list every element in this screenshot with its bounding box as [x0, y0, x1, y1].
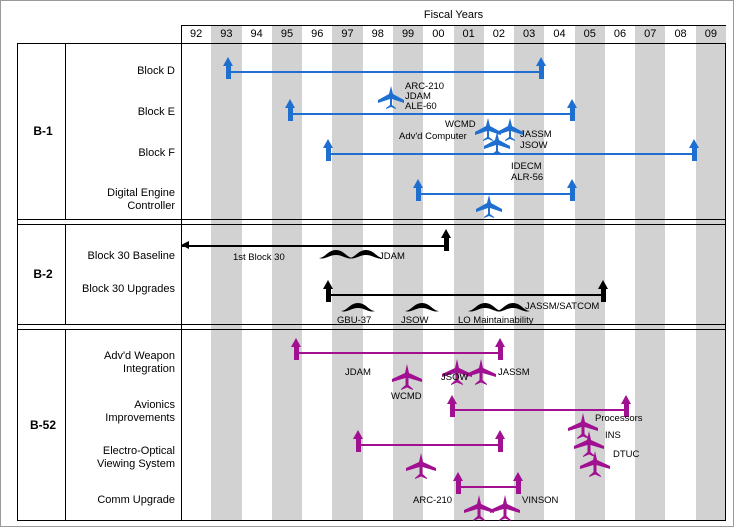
arrow-block-e-end [567, 99, 578, 121]
row-label-eo-2: Viewing System [96, 458, 175, 470]
row-label-avi-2: Improvements [105, 412, 175, 424]
divider-b1-b2 [17, 219, 726, 220]
year-label-08: 08 [674, 28, 687, 40]
aircraft-icon-eo-viewing [405, 453, 437, 479]
year-label-07: 07 [644, 28, 657, 40]
aircraft-icon-jassm-b52 [465, 359, 497, 385]
year-axis [181, 25, 726, 43]
bar-comm-upgrade [459, 486, 519, 488]
bar-advd-weapon-integration [297, 352, 501, 354]
row-label-b30-upgrades: Block 30 Upgrades [82, 283, 175, 295]
annotation-lo-maintainability: LO Maintainability [458, 315, 534, 326]
year-label-93: 93 [220, 28, 233, 40]
annotation-advd-computer: Adv'd Computer [399, 131, 467, 142]
arrow-block-e-start [285, 99, 296, 121]
year-label-98: 98 [371, 28, 384, 40]
year-label-03: 03 [523, 28, 536, 40]
row-label-b30-baseline: Block 30 Baseline [87, 250, 175, 262]
group-label-b1: B-1 [33, 124, 53, 138]
arrow-block-30-baseline-left [181, 241, 193, 250]
gridline [211, 25, 212, 520]
row-label-awi-1: Adv'd Weapon [103, 350, 175, 362]
annotation-ins: INS [605, 430, 621, 441]
year-band [514, 25, 544, 520]
divider-b2-b52-2 [17, 329, 726, 330]
annotation-jdam-b52: JDAM [345, 367, 371, 378]
gridline [302, 25, 303, 520]
arrow-block-d-end [536, 57, 547, 79]
aircraft-icon-dec [475, 194, 503, 218]
group-sep-b2 [65, 224, 66, 324]
row-label-eo-1: Electro-Optical [102, 445, 175, 457]
arrow-comm-start [453, 472, 464, 494]
row-label-dec-1: Digital Engine [107, 187, 175, 199]
bar-block-d [229, 71, 542, 73]
annotation-vinson: VINSON [522, 495, 559, 506]
arrow-dec-start [413, 179, 424, 201]
divider-b2-b52 [17, 324, 726, 325]
arrow-block-30-upgrades-start [323, 280, 334, 302]
bat-icon-b2-baseline-2 [349, 247, 383, 261]
year-label-05: 05 [583, 28, 596, 40]
annotation-alr56: ALR-56 [511, 172, 544, 183]
year-band [211, 25, 241, 520]
year-label-94: 94 [250, 28, 263, 40]
arrow-eo-end [495, 430, 506, 452]
frame-left [17, 43, 18, 521]
annotation-dtuc: DTUC [613, 449, 640, 460]
gridline [605, 25, 606, 520]
frame-right [725, 43, 726, 521]
year-band [696, 25, 726, 520]
annotation-ale60: ALE-60 [405, 101, 437, 112]
year-band [635, 25, 665, 520]
annotation-processors: Processors [595, 413, 643, 424]
group-label-b2: B-2 [33, 267, 53, 281]
gridline [242, 25, 243, 520]
year-label-92: 92 [190, 28, 203, 40]
annotation-wcmd-b52: WCMD [391, 391, 422, 402]
row-label-block-e: Block E [137, 106, 175, 118]
gridline [696, 25, 697, 520]
aircraft-icon-idecm [483, 131, 511, 155]
bat-icon-jsow-b2 [405, 300, 439, 314]
gridline [332, 25, 333, 520]
annotation-jassm-b1: JASSM [520, 129, 552, 140]
arrow-awi-start [291, 338, 302, 360]
annotation-jassm-b52: JASSM [498, 367, 530, 378]
aircraft-icon-wcmd-b52 [391, 364, 423, 390]
axis-line-top [17, 43, 726, 44]
row-label-block-d: Block D [137, 65, 175, 77]
bar-block-30-baseline [181, 245, 447, 247]
divider-b1-b2-2 [17, 224, 726, 225]
annotation-jdam-b2: JDAM [379, 251, 405, 262]
arrow-awi-end [495, 338, 506, 360]
annotation-jsow-b1: JSOW [520, 140, 548, 151]
year-label-95: 95 [280, 28, 294, 40]
aircraft-icon-arc210-jdam [377, 85, 405, 109]
annotation-first-block-30: 1st Block 30 [233, 252, 285, 263]
year-label-96: 96 [311, 28, 324, 40]
year-header-top [181, 25, 726, 26]
gridline [544, 25, 545, 520]
arrow-block-f-start [323, 139, 334, 161]
group-sep-b52 [65, 329, 66, 520]
year-label-00: 00 [432, 28, 445, 40]
year-label-09: 09 [704, 28, 717, 40]
bat-icon-gbu37 [341, 300, 375, 314]
year-label-06: 06 [613, 28, 627, 40]
gridline [514, 25, 515, 520]
gridline [272, 25, 273, 520]
gridline [665, 25, 666, 520]
annotation-idecm: IDECM [511, 161, 542, 172]
row-label-block-f: Block F [138, 147, 175, 159]
bar-block-f [329, 153, 695, 155]
annotation-gbu37: GBU-37 [337, 315, 372, 326]
axis-line-left [181, 25, 182, 521]
arrow-dec-end [567, 179, 578, 201]
arrow-block-d-start [223, 57, 234, 79]
row-label-awi-2: Integration [123, 363, 175, 375]
arrow-eo-start [353, 430, 364, 452]
year-label-97: 97 [341, 28, 354, 40]
row-label-dec-2: Controller [127, 200, 175, 212]
year-label-02: 02 [492, 28, 506, 40]
bar-electro-optical-viewing-system [359, 444, 501, 446]
aircraft-icon-dtuc [579, 451, 611, 477]
annotation-jassm-satcom: JASSM/SATCOM [525, 301, 600, 312]
row-label-comm: Comm Upgrade [97, 494, 175, 506]
bar-avionics-improvements [453, 409, 627, 411]
arrow-block-30-upgrades-end [598, 280, 609, 302]
group-label-b52: B-52 [29, 418, 56, 432]
annotation-jdam-b1: JDAM [405, 91, 431, 102]
annotation-arc210-b52: ARC-210 [413, 495, 453, 506]
chart-title: Fiscal Years [423, 9, 484, 21]
year-label-01: 01 [462, 28, 475, 40]
year-label-04: 04 [553, 28, 566, 40]
row-label-avi-1: Avionics [134, 399, 175, 411]
gridline [635, 25, 636, 520]
arrow-comm-end [513, 472, 524, 494]
annotation-jsow-b2: JSOW [401, 315, 429, 326]
year-label-99: 99 [401, 28, 415, 40]
arrow-block-f-end [689, 139, 700, 161]
arrow-avionics-start [447, 395, 458, 417]
arrow-block-30-baseline-start [441, 229, 452, 251]
axis-line-bottom [17, 520, 726, 521]
aircraft-icon-vinson [489, 495, 521, 521]
bar-block-e [291, 113, 573, 115]
annotation-arc210-b1: ARC-210 [405, 81, 445, 92]
group-sep-b1 [65, 43, 66, 219]
annotation-jsow-b52: JSOW [441, 372, 469, 383]
annotation-wcmd-b1: WCMD [445, 119, 476, 130]
bat-icon-b2-baseline-1 [319, 247, 353, 261]
bar-block-30-upgrades [329, 294, 604, 296]
